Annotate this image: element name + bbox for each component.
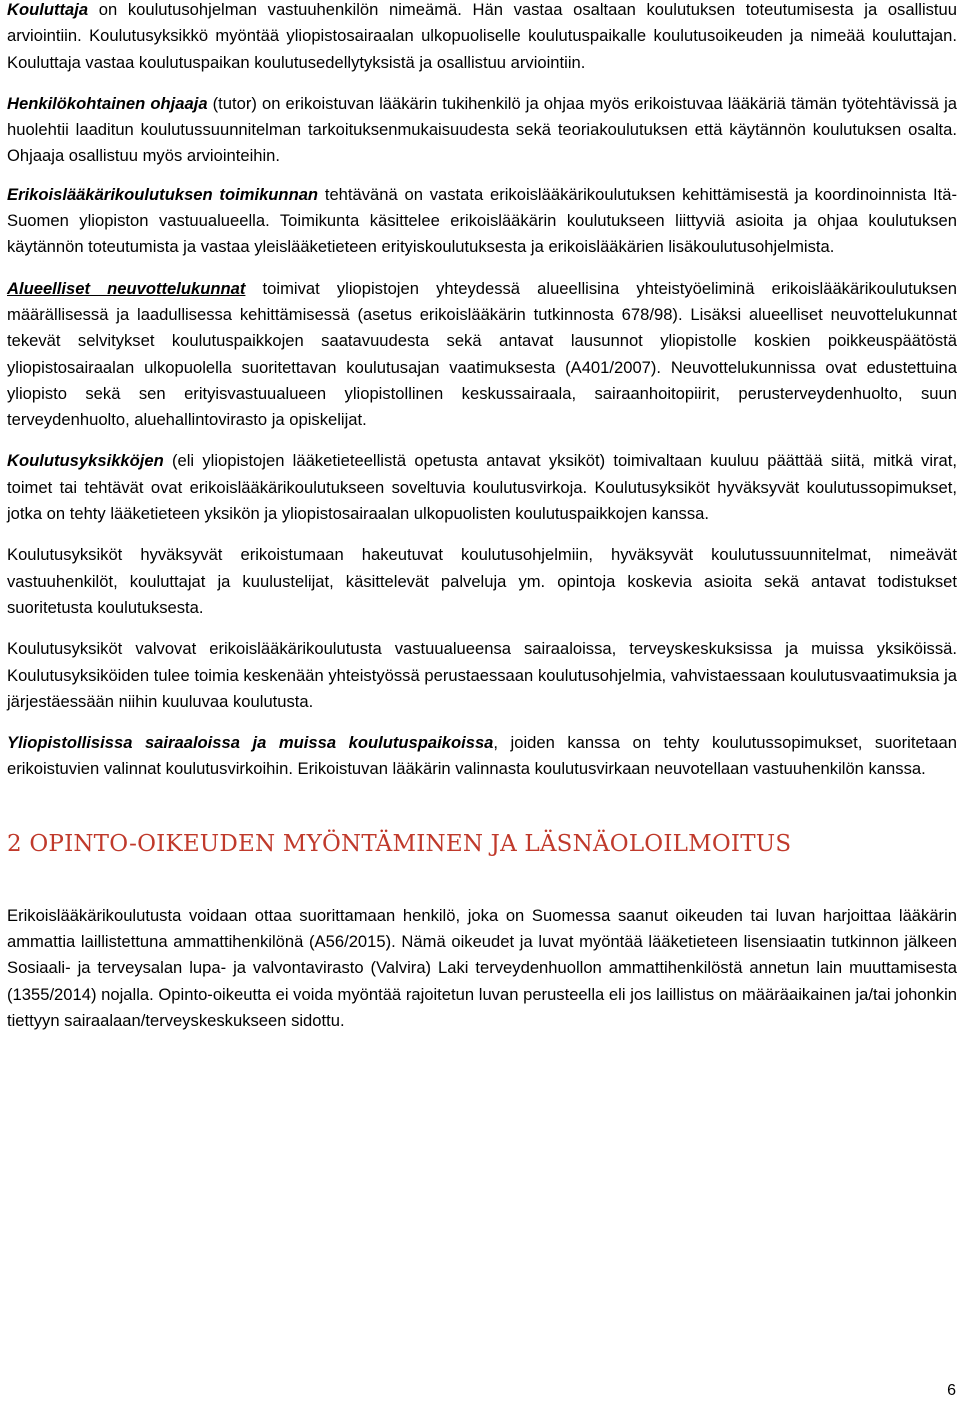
paragraph-text: (eli yliopistojen lääketieteellistä opetusta antavat yksiköt) toimivaltaan kuuluu päättää siitä, mitkä virat, toimet tai tehtävät ovat erikoislääkärikoulutukseen soveltuvia koulutusvirkoja. Koulutusyksiköt hyväksyvät koulutussopimukset, jotka on tehty lääketieteen yksikön ja yliopistosairaalan ulkopuolisten koulutuspaikkojen kanssa.: [7, 451, 957, 524]
paragraph-neuvottelukunnat: [7, 276, 957, 434]
paragraph-koulutusyksikot: [7, 448, 957, 527]
paragraph-valvonta: Koulutusyksiköt valvovat erikoislääkärikoulutusta vastuualueensa sairaaloissa, terveyskeskuksissa ja muissa yksiköissä. Koulutusyksiköiden tulee toimia keskenään yhteistyössä perustaessaan koulutusohjelmia, vahvistaessaan koulutusvaatimuksia ja järjestäessään niihin kuuluvaa koulutusta.: [7, 639, 957, 711]
document-body: [7, 0, 957, 1034]
paragraph-sairaalat: [7, 730, 957, 783]
paragraph-text: toimivat yliopistojen yhteydessä alueellisina yhteistyöeliminä erikoislääkärikoulutuksen määrällisessä ja laadullisessa kehittämisessä (asetus erikoislääkärin tutkinnosta 678/98). Lisäksi alueelliset neuvottelukunnat tekevät selvitykset koulutuspaikkojen saatavuudesta sekä antavat lausunnot yliopistolle koskien poikkeuspäätöstä yliopistosairaalan ulkopuolella suoritettavan koulutusajan vaatimuksesta (A401/2007). Neuvottelukunnissa ovat edustettuina yliopisto sekä sen erityisvastuualueen yliopistollinen keskussairaala, sairaanhoitopiirit, perusterveydenhuolto, suun terveydenhuolto, aluehallintovirasto ja opiskelijat.: [7, 278, 957, 430]
term-sairaalat: Yliopistollisissa sairaaloissa ja muissa koulutuspaikoissa: [7, 733, 494, 753]
page-number: 6: [947, 1382, 956, 1399]
term-toimikunta: Erikoislääkärikoulutuksen toimikunnan: [7, 184, 319, 204]
paragraph-text: (tutor) on erikoistuvan lääkärin tukihenkilö ja ohjaa myös erikoistuvaa lääkäriä tämän työtehtävissä ja huolehtii laaditun koulutussuunnitelman tarkoituksenmukaisuudesta sekä teoriakoulutuksen että käytännön koulutuksen osalta. Ohjaaja osallistuu myös arviointeihin.: [7, 93, 958, 166]
section-heading: 2 OPINTO-OIKEUDEN MYÖNTÄMINEN JA LÄSNÄOLOILMOITUS: [7, 830, 792, 857]
term-kouluttaja: Kouluttaja: [7, 0, 89, 19]
paragraph-text: tehtävänä on vastata erikoislääkärikoulutuksen kehittämisestä ja koordinoinnista Itä-Suomen yliopiston vastuualueella. Toimikunta käsittelee erikoislääkärin koulutukseen liittyviä asioita ja ohjaa koulutuksen käytännön toteutumista ja vastaa yleislääketieteen erityiskoulutuksesta ja erikoislääkärien lisäkoulutusohjelmista.: [7, 184, 957, 257]
term-koulutusyksikot: Koulutusyksikköjen: [7, 451, 164, 471]
paragraph-text: on koulutusohjelman vastuuhenkilön nimeämä. Hän vastaa osaltaan koulutuksen toteutumisesta ja osallistuu arviointiin. Koulutusyksikkö myöntää yliopistosairaalan ulkopuoliselle koulutuspaikalle koulutusoikeuden ja nimeää kouluttajan. Kouluttaja vastaa koulutuspaikan koulutusedellytyksistä ja osallistuu arviointiin.: [7, 0, 957, 72]
term-ohjaaja: Henkilökohtainen ohjaaja: [7, 93, 208, 113]
paragraph-text: , joiden kanssa on tehty koulutussopimukset, suoritetaan erikoistuvien valinnat koulutusvirkoihin. Erikoistuvan lääkärin valinnasta koulutusvirkaan neuvotellaan vastuuhenkilön kanssa.: [7, 733, 957, 779]
paragraph-hyvaksynta: Koulutusyksiköt hyväksyvät erikoistumaan hakeutuvat koulutusohjelmiin, hyväksyvät koulutussuunnitelmat, nimeävät vastuuhenkilöt, kouluttajat ja kuulustelijat, käsittelevät palveluja ym. opintoja koskevia asioita sekä antavat todistukset suoritetusta koulutuksesta.: [7, 545, 957, 617]
term-neuvottelukunnat: Alueelliset neuvottelukunnat: [7, 278, 246, 298]
paragraph-kouluttaja: [7, 0, 957, 76]
paragraph-ohjaaja: [7, 91, 957, 170]
paragraph-opinto-oikeus: Erikoislääkärikoulutusta voidaan ottaa suorittamaan henkilö, joka on Suomessa saanut oikeuden tai luvan harjoittaa lääkärin ammattia laillistettuna ammattihenkilönä (A56/2015). Nämä oikeudet ja luvat myöntää lääketieteen lisensiaatin tutkinnon jälkeen Sosiaali- ja terveysalan lupa- ja valvontavirasto (Valvira) Laki terveydenhuollon ammattihenkilöstä annetun lain muuttamisesta (1355/2014) nojalla. Opinto-oikeutta ei voida myöntää rajoitetun luvan perusteella eli jos laillistus on määräaikainen ja/tai johonkin tiettyyn sairaalaan/terveyskeskukseen sidottu.: [7, 905, 957, 1030]
paragraph-toimikunta: [7, 182, 957, 261]
